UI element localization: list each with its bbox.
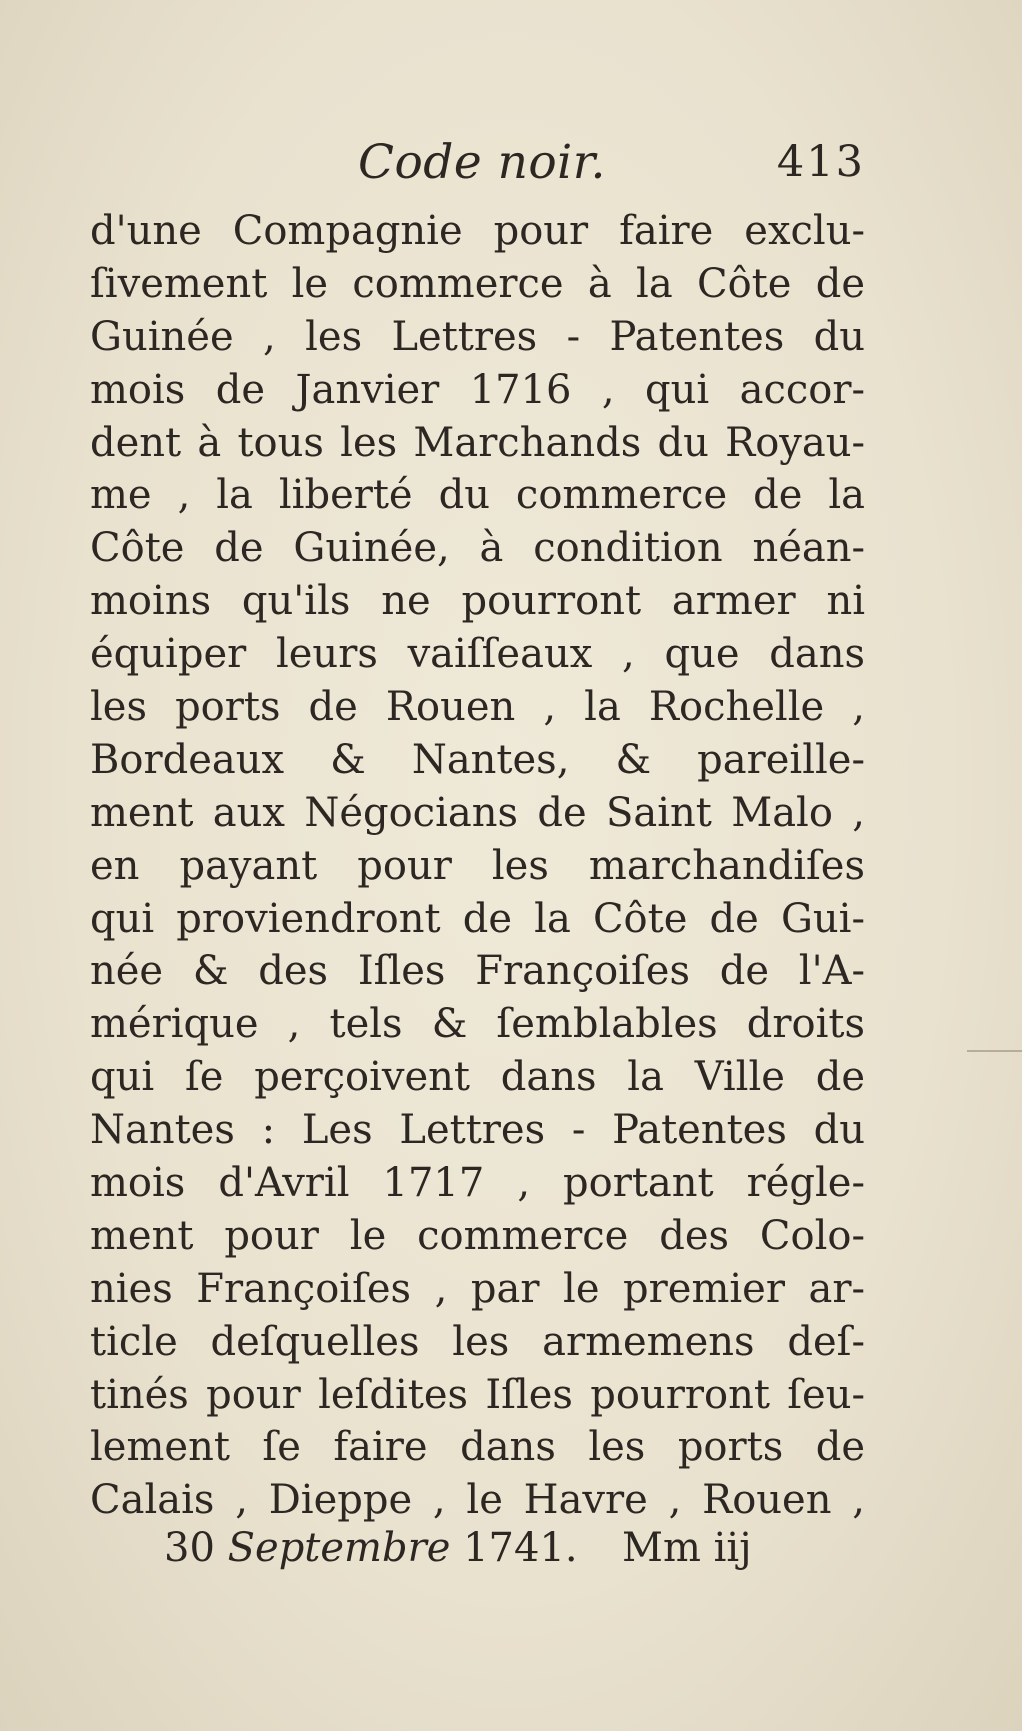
page-number: 413: [776, 137, 865, 187]
running-title: Code noir.: [358, 135, 606, 190]
text-line: ticle deſquelles les armemens deſ-: [90, 1318, 865, 1365]
text-line: lement ſe faire dans les ports de: [90, 1424, 865, 1471]
text-line: les ports de Rouen , la Rochelle ,: [90, 684, 865, 731]
date-month: Septembre: [227, 1525, 451, 1571]
text-line: tinés pour leſdites Iſles pourront ſeu-: [90, 1371, 865, 1418]
text-line: ſivement le commerce à la Côte de: [90, 260, 865, 307]
date-day: 30: [164, 1525, 215, 1571]
text-line: nies Françoiſes , par le premier ar-: [90, 1265, 865, 1312]
signature-mark: Mm iij: [622, 1525, 752, 1571]
date-year: 1741.: [463, 1525, 578, 1571]
text-line: mérique , tels & ſemblables droits: [90, 1001, 865, 1048]
margin-mark: [967, 1050, 1022, 1052]
text-line: me , la liberté du commerce de la: [90, 472, 865, 519]
body-text: [90, 205, 865, 1527]
text-line: en payant pour les marchandiſes: [90, 842, 865, 889]
text-line: ment pour le commerce des Colo-: [90, 1212, 865, 1259]
text-line: moins qu'ils ne pourront armer ni: [90, 578, 865, 625]
text-line: dent à tous les Marchands du Royau-: [90, 419, 865, 466]
footer-date: [164, 1525, 578, 1571]
text-line: Côte de Guinée, à condition néan-: [90, 525, 865, 572]
text-line: Bordeaux & Nantes, & pareille-: [90, 736, 865, 783]
text-line: mois d'Avril 1717 , portant régle-: [90, 1160, 865, 1207]
text-line: Nantes : Les Lettres - Patentes du: [90, 1107, 865, 1154]
text-line: ment aux Négocians de Saint Malo ,: [90, 789, 865, 836]
page-footer: [90, 1525, 865, 1580]
text-line: qui ſe perçoivent dans la Ville de: [90, 1054, 865, 1101]
text-line: Guinée , les Lettres - Patentes du: [90, 313, 865, 360]
text-line: d'une Compagnie pour faire exclu-: [90, 208, 865, 254]
text-line: qui proviendront de la Côte de Gui-: [90, 895, 865, 942]
text-line: née & des Iſles Françoiſes de l'A-: [90, 948, 865, 995]
text-line: Calais , Dieppe , le Havre , Rouen ,: [90, 1477, 865, 1524]
text-line: équiper leurs vaiſſeaux , que dans: [90, 631, 865, 678]
text-line: mois de Janvier 1716 , qui accor-: [90, 366, 865, 413]
page-header: [90, 135, 865, 195]
